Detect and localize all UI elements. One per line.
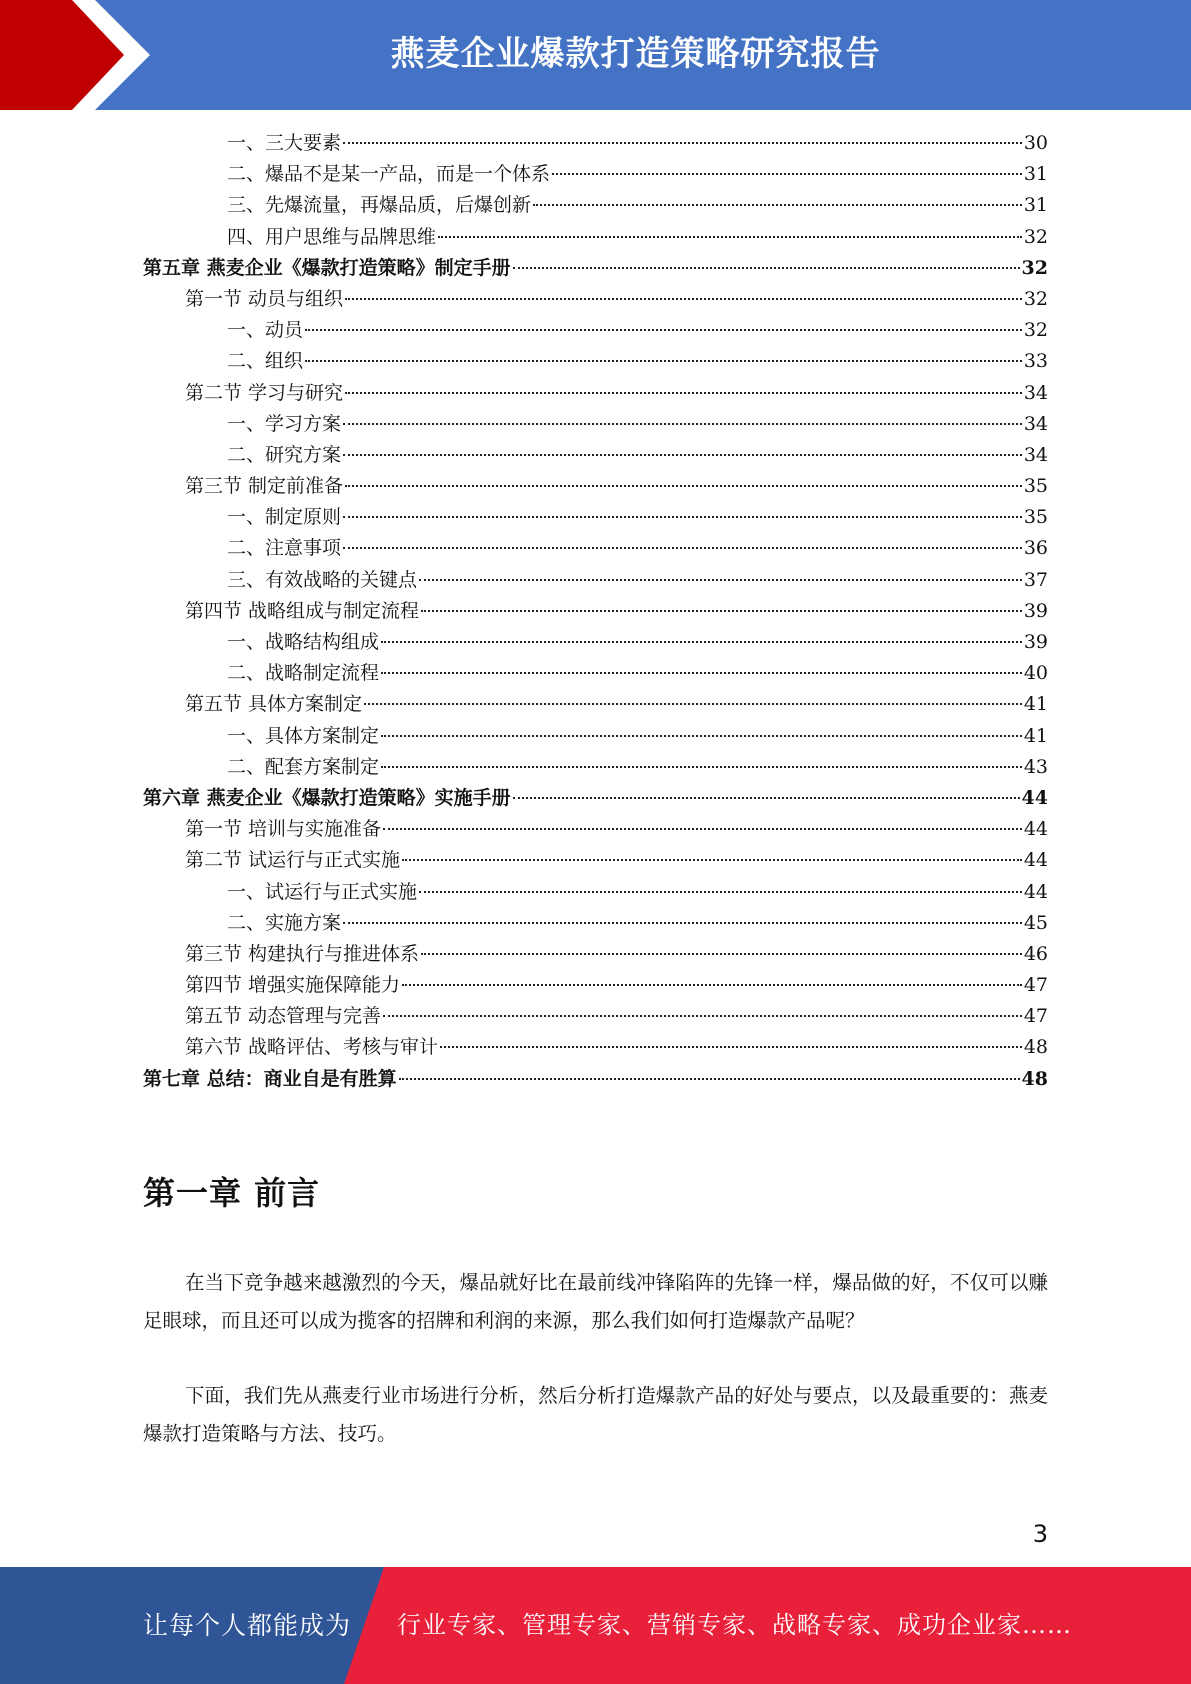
- toc-entry-page-number: 39: [1023, 631, 1048, 653]
- toc-entry-item[interactable]: [143, 565, 1048, 596]
- toc-dot-leader: [419, 579, 1022, 581]
- toc-entry-label: 第七章 总结：商业自是有胜算: [143, 1067, 397, 1090]
- toc-entry-item[interactable]: [143, 128, 1048, 159]
- toc-entry-page-number: 47: [1023, 974, 1048, 997]
- toc-entry-label: 第二节 试运行与正式实施: [185, 849, 401, 872]
- toc-entry-label: 第五章 燕麦企业《爆款打造策略》制定手册: [143, 256, 511, 279]
- toc-dot-leader: [343, 142, 1022, 144]
- toc-entry-section[interactable]: [143, 471, 1048, 502]
- toc-entry-label: 第四节 战略组成与制定流程: [185, 599, 420, 622]
- toc-dot-leader: [343, 423, 1022, 425]
- toc-entry-chapter[interactable]: [143, 783, 1048, 814]
- toc-entry-page-number: 44: [1023, 880, 1048, 903]
- toc-entry-item[interactable]: [143, 409, 1048, 440]
- toc-entry-page-number: 44: [1023, 849, 1048, 872]
- toc-entry-label: 二、战略制定流程: [227, 662, 380, 685]
- toc-entry-label: 第二节 学习与研究: [185, 381, 344, 404]
- toc-entry-section[interactable]: [143, 378, 1048, 409]
- toc-entry-label: 一、试运行与正式实施: [227, 880, 418, 903]
- toc-entry-page-number: 48: [1021, 1067, 1048, 1090]
- toc-entry-label: 一、战略结构组成: [227, 631, 380, 653]
- toc-entry-label: 第一节 动员与组织: [185, 287, 344, 310]
- toc-dot-leader: [402, 859, 1022, 861]
- footer-banner: [0, 1567, 1191, 1684]
- toc-entry-label: 二、配套方案制定: [227, 755, 380, 778]
- toc-entry-page-number: 32: [1021, 256, 1048, 279]
- toc-entry-label: 第一节 培训与实施准备: [185, 818, 382, 841]
- toc-dot-leader: [343, 454, 1022, 456]
- footer-slogan-right: 行业专家、管理专家、营销专家、战略专家、成功企业家……: [397, 1611, 1072, 1639]
- toc-entry-label: 第六节 战略评估、考核与审计: [185, 1036, 439, 1059]
- toc-entry-item[interactable]: [143, 533, 1048, 564]
- toc-entry-label: 第五节 具体方案制定: [185, 693, 363, 716]
- toc-entry-page-number: 35: [1023, 475, 1048, 498]
- toc-entry-page-number: 30: [1023, 132, 1048, 154]
- toc-entry-section[interactable]: [143, 970, 1048, 1001]
- page-number: 3: [1032, 1520, 1048, 1548]
- toc-entry-page-number: 47: [1023, 1005, 1048, 1028]
- toc-dot-leader: [343, 547, 1022, 549]
- toc-entry-page-number: 40: [1023, 662, 1048, 685]
- toc-dot-leader: [552, 173, 1022, 175]
- toc-dot-leader: [513, 797, 1020, 799]
- toc-entry-label: 第三节 制定前准备: [185, 475, 344, 498]
- toc-dot-leader: [305, 360, 1022, 362]
- toc-entry-page-number: 45: [1023, 911, 1048, 934]
- toc-dot-leader: [381, 735, 1022, 737]
- toc-entry-page-number: 32: [1023, 319, 1048, 342]
- footer-slogan-left: 让每个人都能成为: [143, 1611, 352, 1640]
- chapter-heading: 第一章 前言: [143, 1174, 321, 1212]
- toc-entry-page-number: 36: [1023, 537, 1048, 560]
- toc-dot-leader: [421, 610, 1022, 612]
- toc-entry-page-number: 43: [1023, 755, 1048, 778]
- toc-entry-label: 二、注意事项: [227, 537, 342, 560]
- toc-dot-leader: [305, 329, 1022, 331]
- body-paragraph-2: 下面，我们先从燕麦行业市场进行分析，然后分析打造爆款产品的好处与要点，以及最重要的：燕麦爆款打造策略与方法、技巧。: [143, 1384, 1048, 1445]
- toc-dot-leader: [399, 1078, 1020, 1080]
- toc-entry-item[interactable]: [143, 721, 1048, 752]
- toc-dot-leader: [364, 703, 1022, 705]
- toc-dot-leader: [513, 267, 1020, 269]
- toc-entry-label: 第三节 构建执行与推进体系: [185, 942, 420, 965]
- toc-entry-section[interactable]: [143, 1001, 1048, 1032]
- toc-entry-item[interactable]: [143, 877, 1048, 908]
- toc-entry-label: 第四节 增强实施保障能力: [185, 974, 401, 997]
- toc-dot-leader: [402, 984, 1022, 986]
- toc-dot-leader: [440, 1046, 1022, 1048]
- toc-dot-leader: [533, 204, 1022, 206]
- toc-entry-label: 第五节 动态管理与完善: [185, 1005, 382, 1028]
- header-banner: [0, 0, 1191, 110]
- toc-entry-label: 一、制定原则: [227, 506, 342, 529]
- toc-entry-item[interactable]: [143, 315, 1048, 346]
- toc-entry-section[interactable]: [143, 845, 1048, 876]
- toc-dot-leader: [421, 953, 1022, 955]
- toc-entry-page-number: 39: [1023, 599, 1048, 622]
- toc-entry-item[interactable]: [143, 627, 1048, 658]
- toc-dot-leader: [345, 485, 1022, 487]
- toc-entry-section[interactable]: [143, 689, 1048, 720]
- toc-entry-page-number: 31: [1023, 163, 1048, 186]
- toc-entry-page-number: 41: [1023, 693, 1048, 716]
- toc-entry-item[interactable]: [143, 222, 1048, 253]
- toc-entry-section[interactable]: [143, 814, 1048, 845]
- toc-entry-label: 一、动员: [227, 319, 304, 342]
- toc-entry-chapter[interactable]: [143, 253, 1048, 284]
- toc-entry-item[interactable]: [143, 908, 1048, 939]
- toc-entry-page-number: 32: [1023, 225, 1048, 248]
- toc-entry-page-number: 34: [1023, 381, 1048, 404]
- toc-entry-section[interactable]: [143, 596, 1048, 627]
- toc-entry-label: 一、三大要素: [227, 132, 342, 154]
- toc-entry-label: 二、实施方案: [227, 911, 342, 934]
- toc-entry-label: 二、研究方案: [227, 443, 342, 466]
- toc-entry-label: 二、爆品不是某一产品，而是一个体系: [227, 163, 551, 186]
- toc-dot-leader: [383, 1015, 1022, 1017]
- toc-dot-leader: [343, 922, 1022, 924]
- toc-entry-page-number: 32: [1023, 287, 1048, 310]
- toc-entry-item[interactable]: [143, 440, 1048, 471]
- toc-entry-page-number: 48: [1023, 1036, 1048, 1059]
- toc-dot-leader: [381, 672, 1022, 674]
- toc-dot-leader: [343, 516, 1022, 518]
- toc-dot-leader: [345, 298, 1022, 300]
- toc-entry-section[interactable]: [143, 1032, 1048, 1063]
- toc-entry-page-number: 34: [1023, 443, 1048, 466]
- toc-entry-label: 一、具体方案制定: [227, 724, 380, 747]
- toc-dot-leader: [381, 641, 1022, 643]
- toc-dot-leader: [419, 891, 1022, 893]
- toc-entry-label: 三、有效战略的关键点: [227, 568, 418, 591]
- toc-entry-section[interactable]: [143, 939, 1048, 970]
- toc-entry-page-number: 34: [1023, 412, 1048, 435]
- toc-entry-page-number: 35: [1023, 506, 1048, 529]
- toc-entry-item[interactable]: [143, 346, 1048, 377]
- toc-entry-item[interactable]: [143, 752, 1048, 783]
- toc-entry-page-number: 31: [1023, 194, 1048, 217]
- toc-entry-item[interactable]: [143, 502, 1048, 533]
- toc-entry-item[interactable]: [143, 159, 1048, 190]
- toc-entry-label: 二、组织: [227, 350, 304, 373]
- toc-entry-label: 第六章 燕麦企业《爆款打造策略》实施手册: [143, 786, 511, 809]
- toc-entry-label: 三、先爆流量，再爆品质，后爆创新: [227, 194, 532, 217]
- toc-entry-page-number: 44: [1023, 818, 1048, 841]
- toc-entry-label: 一、学习方案: [227, 412, 342, 435]
- toc-entry-item[interactable]: [143, 190, 1048, 221]
- toc-entry-page-number: 33: [1023, 350, 1048, 373]
- toc-entry-page-number: 44: [1021, 786, 1048, 809]
- toc-dot-leader: [345, 392, 1022, 394]
- toc-entry-page-number: 37: [1023, 568, 1048, 591]
- header-title: 燕麦企业爆款打造策略研究报告: [390, 34, 881, 74]
- table-of-contents: [143, 128, 1048, 1095]
- toc-entry-label: 四、用户思维与品牌思维: [227, 225, 437, 248]
- toc-entry-page-number: 41: [1023, 724, 1048, 747]
- toc-dot-leader: [438, 236, 1022, 238]
- body-paragraph-1: 在当下竞争越来越激烈的今天，爆品就好比在最前线冲锋陷阵的先锋一样，爆品做的好，不仅可以赚足眼球，而且还可以成为揽客的招牌和利润的来源，那么我们如何打造爆款产品呢？: [143, 1271, 1048, 1332]
- toc-entry-item[interactable]: [143, 658, 1048, 689]
- toc-entry-section[interactable]: [143, 284, 1048, 315]
- toc-entry-page-number: 46: [1023, 942, 1048, 965]
- toc-dot-leader: [381, 766, 1022, 768]
- toc-dot-leader: [383, 828, 1022, 830]
- toc-entry-chapter[interactable]: [143, 1064, 1048, 1095]
